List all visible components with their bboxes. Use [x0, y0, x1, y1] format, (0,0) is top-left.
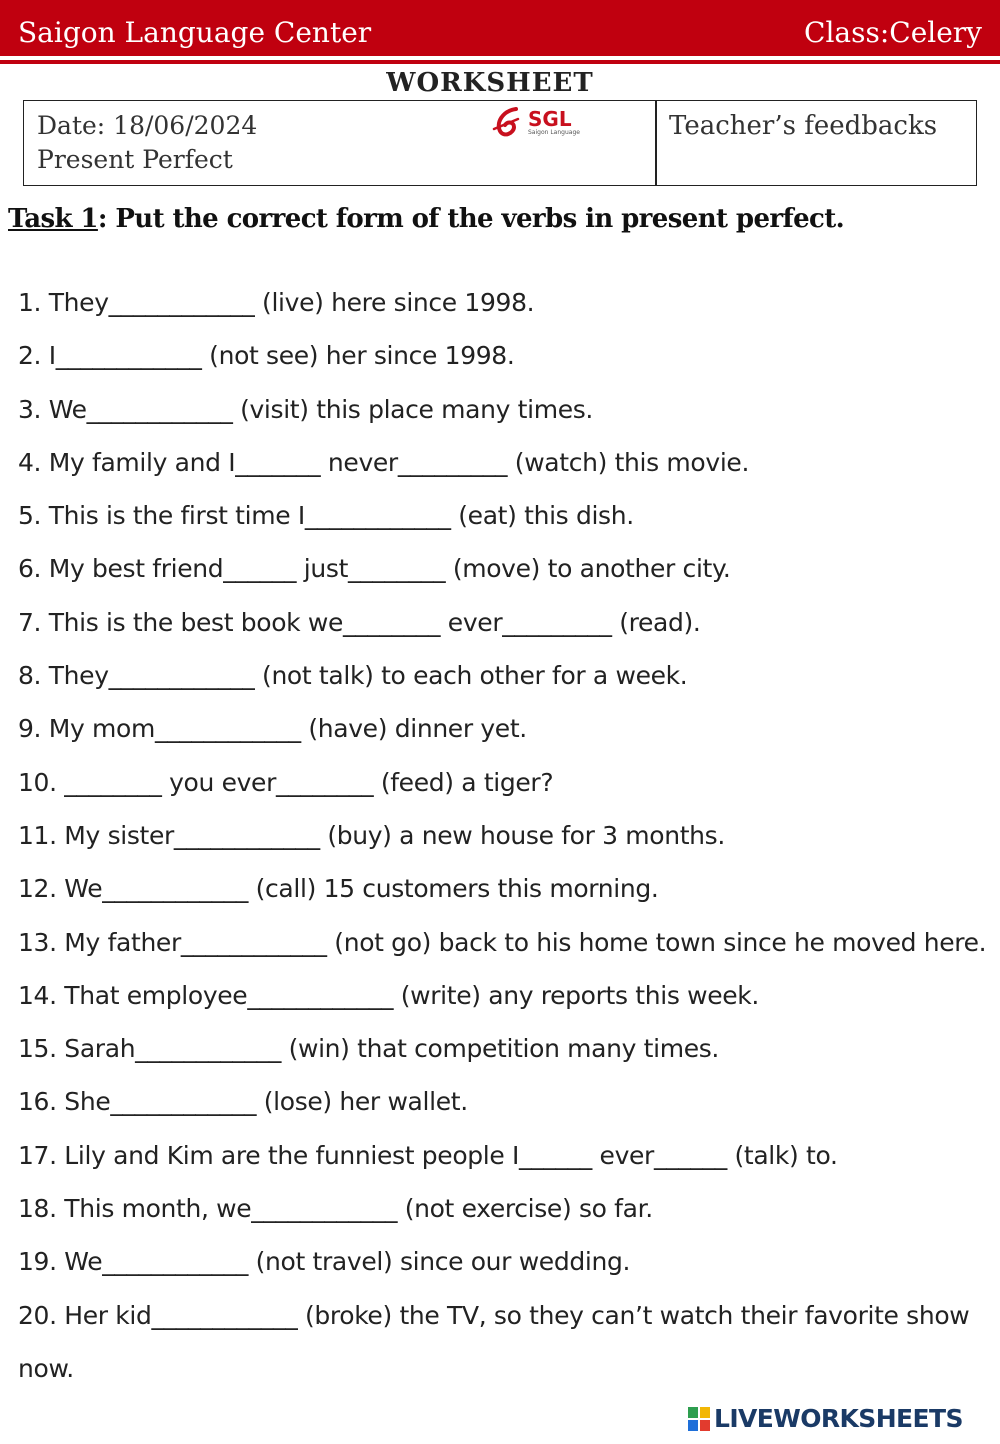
- task-instruction: : Put the correct form of the verbs in present perfect.: [97, 204, 845, 234]
- exercise-item-15: 15. Sarah____________ (win) that competition many times.: [18, 1034, 720, 1064]
- exercise-item-8: 8. They____________ (not talk) to each other for a week.: [18, 661, 688, 691]
- topic-text: Present Perfect: [37, 145, 233, 174]
- exercise-item-19: 19. We____________ (not travel) since our wedding.: [18, 1247, 631, 1277]
- exercise-item-16: 16. She____________ (lose) her wallet.: [18, 1087, 468, 1117]
- sgl-swirl-icon: [492, 105, 526, 139]
- sgl-logo: [492, 105, 592, 141]
- exercise-item-3: 3. We____________ (visit) this place many times.: [18, 394, 594, 424]
- header-divider: [0, 60, 1000, 64]
- exercise-item-4: 4. My family and I_______ never_________ (watch) this movie.: [18, 447, 750, 477]
- exercise-item-9: 9. My mom____________ (have) dinner yet.: [18, 714, 527, 744]
- exercise-item-7: 7. This is the best book we________ ever_________ (read).: [18, 607, 701, 637]
- exercise-item-11: 11. My sister____________ (buy) a new house for 3 months.: [18, 820, 725, 850]
- class-name: Class:Celery: [804, 16, 982, 49]
- exercise-item-14: 14. That employee____________ (write) any reports this week.: [18, 980, 759, 1010]
- exercise-item-10: 10. ________ you ever________ (feed) a tiger?: [18, 767, 554, 797]
- liveworksheets-logo-icon: [688, 1407, 710, 1431]
- info-box: [23, 100, 977, 186]
- liveworksheets-footer: [688, 1404, 988, 1436]
- logo-brand: SGL: [528, 107, 572, 131]
- task-heading: [8, 204, 844, 234]
- exercise-item-13: 13. My father____________ (not go) back to his home town since he moved here.: [18, 927, 987, 957]
- exercise-item-20: 20. Her kid____________ (broke) the TV, so they can’t watch their favorite show now.: [18, 1300, 970, 1383]
- exercise-item-17: 17. Lily and Kim are the funniest people I______ ever______ (talk) to.: [18, 1140, 838, 1170]
- center-name: Saigon Language Center: [18, 16, 372, 49]
- exercise-item-6: 6. My best friend______ just________ (move) to another city.: [18, 554, 731, 584]
- exercise-item-2: 2. I____________ (not see) her since 1998.: [18, 341, 515, 371]
- exercise-item-12: 12. We____________ (call) 15 customers this morning.: [18, 874, 659, 904]
- task-label: Task 1: [8, 204, 98, 234]
- exercise-item-18: 18. This month, we____________ (not exercise) so far.: [18, 1194, 653, 1224]
- date-text: Date: 18/06/2024: [37, 111, 258, 140]
- logo-subtitle: Saigon Language: [528, 129, 580, 136]
- exercise-item-1: 1. They____________ (live) here since 1998.: [18, 288, 535, 317]
- exercise-item-5: 5. This is the first time I____________ (eat) this dish.: [18, 501, 634, 531]
- liveworksheets-brand: LIVEWORKSHEETS: [714, 1404, 963, 1433]
- teacher-feedback-label: Teacher’s feedbacks: [669, 111, 938, 141]
- box-divider: [655, 101, 657, 185]
- header-banner: [0, 0, 1000, 56]
- worksheet-title: WORKSHEET: [386, 68, 594, 98]
- exercise-list: [18, 276, 993, 1395]
